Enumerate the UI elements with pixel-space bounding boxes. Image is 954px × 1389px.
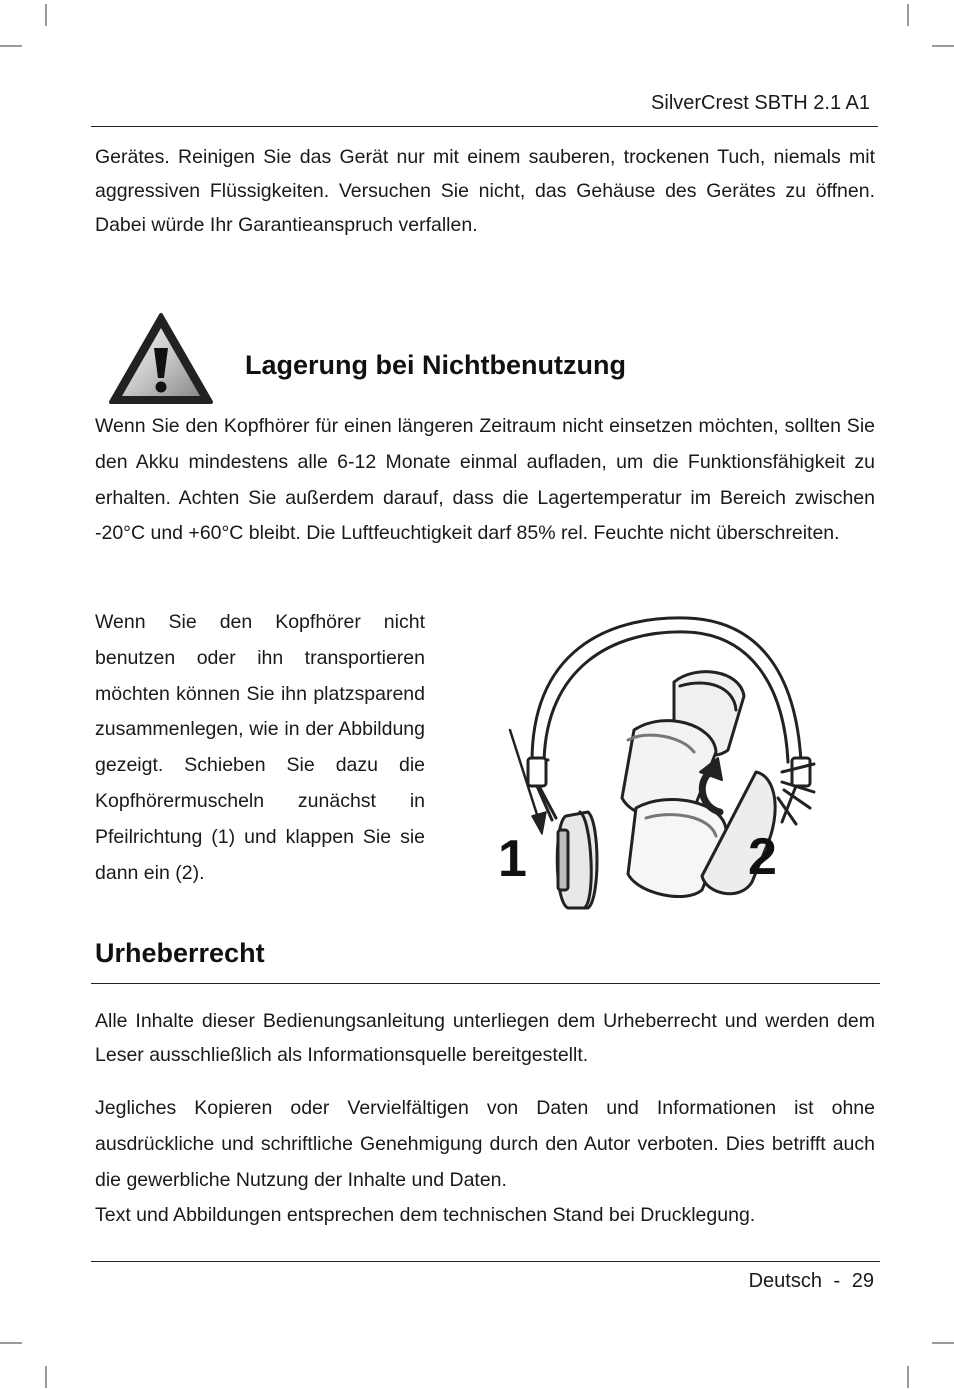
crop-mark <box>907 4 909 26</box>
header-rule <box>91 126 878 127</box>
intro-paragraph <box>95 140 875 242</box>
storage-text: Wenn Sie den Kopfhörer für einen längeren Zeitraum nicht einsetzen möchten, sollten Sie den Akku mindestens alle 6-12 Monate einmal aufladen, um die Funktionsfähigkeit zu erhalten. Achten Sie außerdem darauf, dass die Lagertemperatur im Bereich zwischen -20°C und +60°C bleibt. Die Luftfeuchtigkeit darf 85% rel. Feuchte nicht überschreiten. <box>95 415 875 545</box>
headphone-folding-illustration <box>496 612 818 914</box>
running-header: SilverCrest SBTH 2.1 A1 <box>651 92 870 114</box>
crop-mark <box>907 1366 909 1388</box>
copyright-text-3: Text und Abbildungen entsprechen dem technischen Stand bei Drucklegung. <box>95 1204 756 1227</box>
copyright-rule <box>91 983 880 984</box>
crop-mark <box>45 4 47 26</box>
copyright-paragraph-2 <box>95 1091 875 1234</box>
footer-rule <box>91 1261 880 1262</box>
crop-mark <box>45 1366 47 1388</box>
storage-heading: Lagerung bei Nichtbenutzung <box>245 350 626 380</box>
footer-separator: - <box>833 1270 841 1292</box>
copyright-text-2: Jegliches Kopieren oder Vervielfältigen von Daten und Informationen ist ohne ausdrückliche und schriftliche Genehmigung durch den Autor verboten. Dies betrifft auch die gewerbliche Nutzung der Inhalte und Daten. <box>95 1097 875 1191</box>
crop-mark <box>0 45 22 47</box>
fold-text: Wenn Sie den Kopfhörer nicht benutzen oder ihn transportieren möchten können Sie ihn platzsparend zusammenlegen, wie in der Abbildung gezeigt. Schieben Sie dazu die Kopfhörermuscheln zunächst in Pfeilrichtung (1) und klappen Sie sie dann ein (2). <box>95 611 425 884</box>
figure-label-2: 2 <box>748 828 777 886</box>
figure-label-1: 1 <box>498 830 527 888</box>
page-number: 29 <box>851 1270 874 1292</box>
intro-text: Gerätes. Reinigen Sie das Gerät nur mit einem sauberen, trockenen Tuch, niemals mit aggressiven Flüssigkeiten. Versuchen Sie nicht, das Gehäuse des Gerätes zu öffnen. Dabei würde Ihr Garantieanspruch verfallen. <box>95 146 875 236</box>
page-footer <box>749 1270 874 1293</box>
fold-paragraph <box>95 605 425 891</box>
crop-mark <box>0 1342 22 1344</box>
copyright-paragraph-1 <box>95 1004 875 1072</box>
crop-mark <box>932 1342 954 1344</box>
copyright-heading: Urheberrecht <box>95 938 265 968</box>
copyright-text-1: Alle Inhalte dieser Bedienungsanleitung unterliegen dem Urheberrecht und werden dem Leser ausschließlich als Informationsquelle bereitgestellt. <box>95 1010 875 1066</box>
footer-language: Deutsch <box>748 1270 822 1292</box>
storage-paragraph <box>95 409 875 552</box>
crop-mark <box>932 45 954 47</box>
warning-triangle-icon <box>108 312 214 406</box>
